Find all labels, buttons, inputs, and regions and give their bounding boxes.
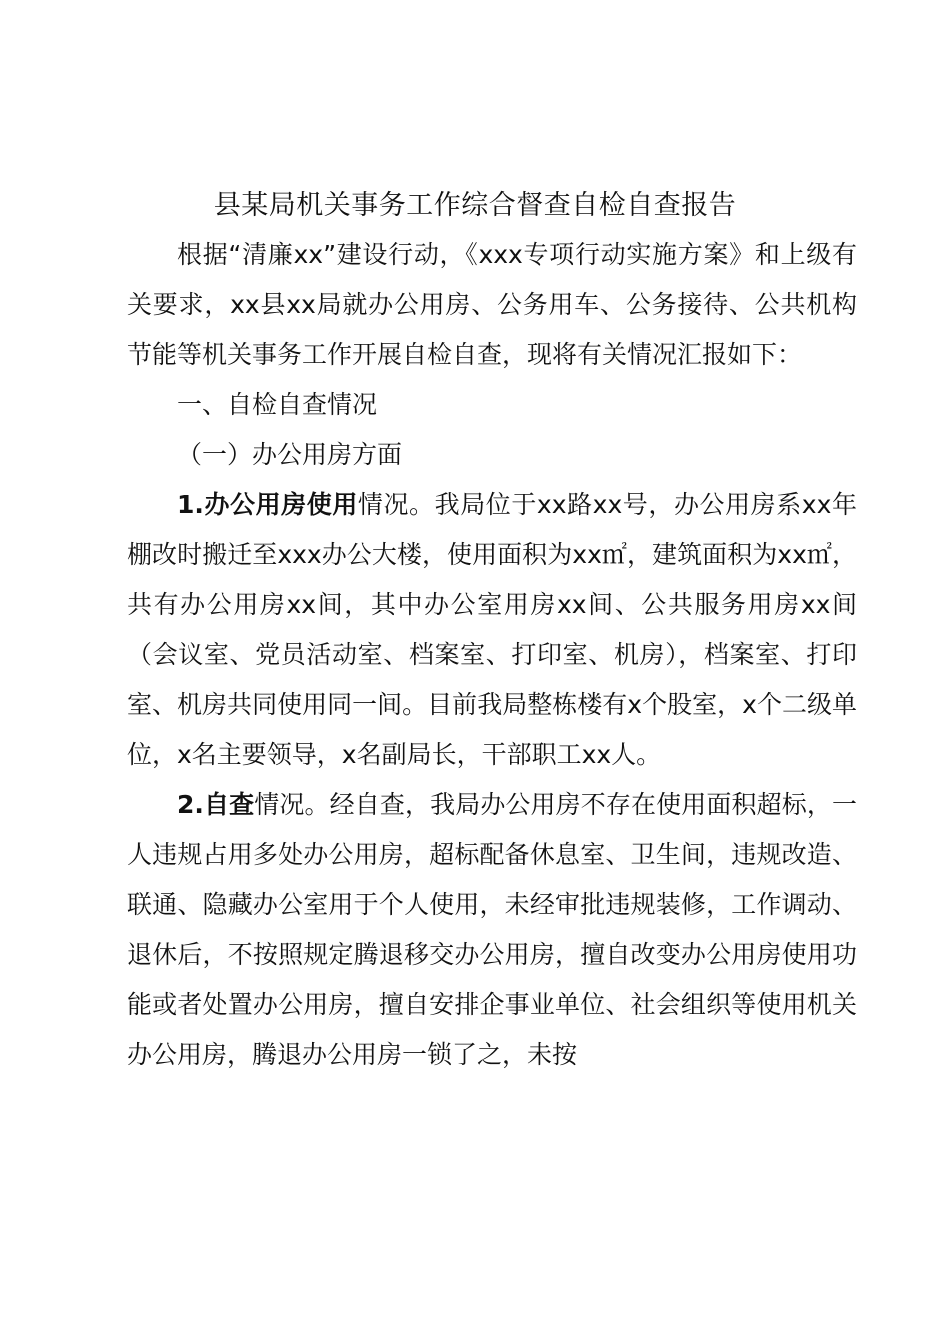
item-2-text: 经自查，我局办公用房不存在使用面积超标，一人违规占用多处办公用房，超标配备休息室、卫生间，违规改造、联通、隐藏办公室用于个人使用，未经审批违规装修，工作调动、退休后，不按照规定腾退移交办公用房，擅自改变办公用房使用功能或者处置办公用房，擅自安排企事业单位、社会组织等使用机关办公用房，腾退办公用房一锁了之，未按 bbox=[127, 790, 857, 1069]
item-1-lead: 1.办公用房使用 bbox=[177, 490, 358, 519]
document-body bbox=[127, 230, 857, 1080]
section-heading-1: 一、自检自查情况 bbox=[177, 390, 378, 419]
item-2-paragraph bbox=[127, 780, 857, 1080]
item-2-lead-tail: 情况。 bbox=[254, 790, 330, 819]
intro-paragraph: 根据“清廉xx”建设行动，《xxx专项行动实施方案》和上级有关要求，xx县xx局就办公用房、公务用车、公务接待、公共机构节能等机关事务工作开展自检自查，现将有关情况汇报如下： bbox=[127, 240, 857, 369]
document-title: 县某局机关事务工作综合督查自检自查报告 bbox=[213, 190, 737, 221]
item-2-lead: 2.自查 bbox=[177, 790, 255, 819]
subsection-heading-1-1: （一）办公用房方面 bbox=[177, 440, 403, 469]
item-1-lead-tail: 情况。 bbox=[357, 490, 435, 519]
item-1-paragraph bbox=[127, 480, 857, 780]
item-1-text: 我局位于xx路xx号，办公用房系xx年棚改时搬迁至xxx办公大楼，使用面积为xx㎡，建筑面积为xx㎡，共有办公用房xx间，其中办公室用房xx间、公共服务用房xx间（会议室、党员活动室、档案室、打印室、机房），档案室、打印室、机房共同使用同一间。目前我局整栋楼有x个股室，x个二级单位，x名主要领导，x名副局长，干部职工xx人。 bbox=[127, 490, 857, 769]
